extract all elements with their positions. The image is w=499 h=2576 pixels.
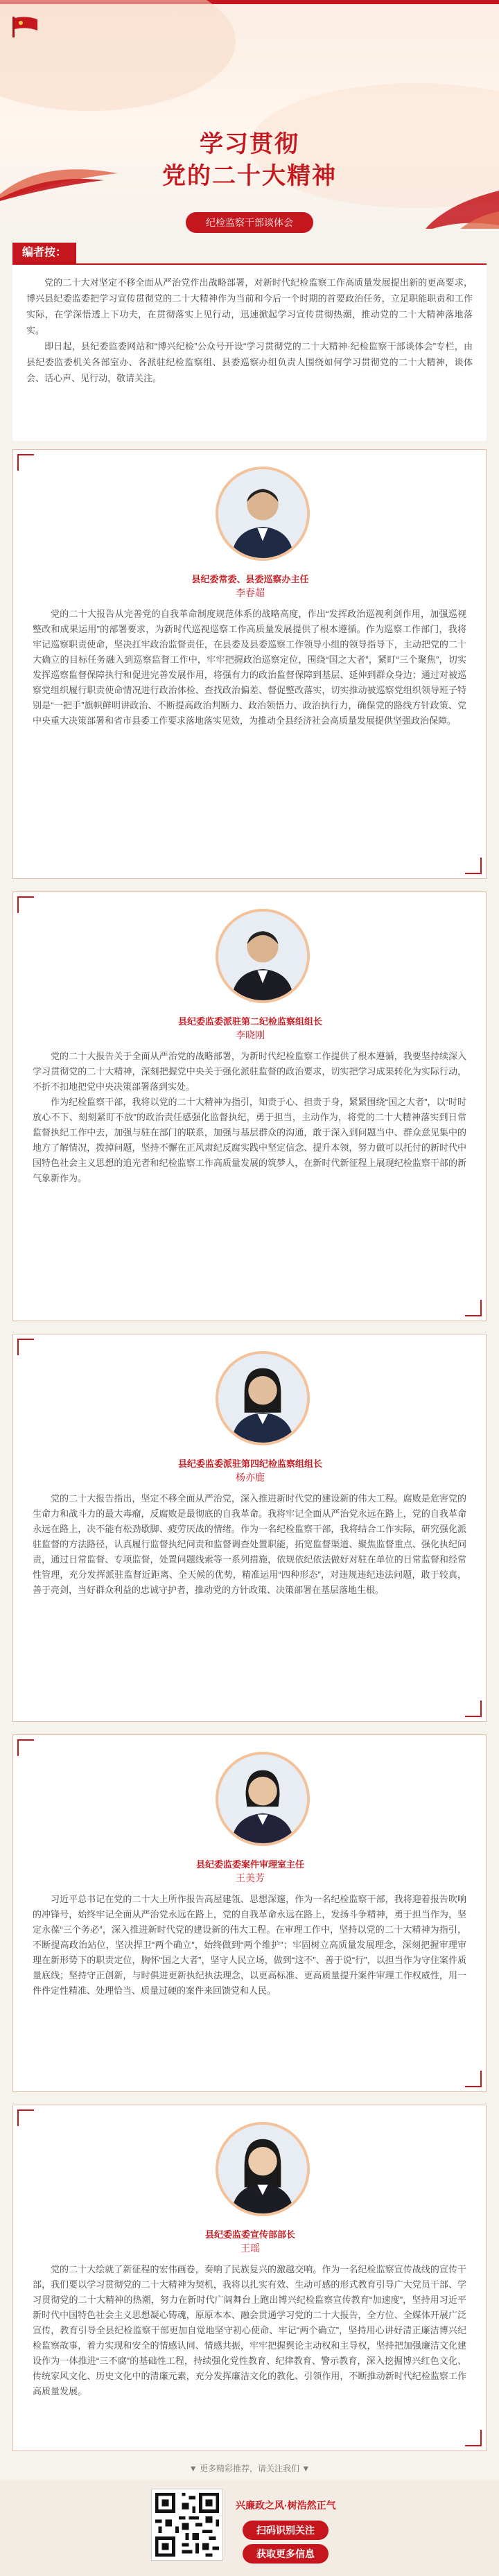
avatar [216, 909, 310, 1003]
corner-decor [465, 1700, 482, 1717]
profile-name: 李春超 [236, 587, 265, 598]
profile-paragraph: 习近平总书记在党的二十大上所作报告高屋建瓴、思想深邃，作为一名纪检监察干部，我将迎着报告吹响的冲锋号，始终牢记全面从严治党永远在路上，党的自我革命永远在路上，发扬斗争精神，勇于担当作为，坚定永葆“三个务必”，深入推进新时代党的建设新的伟大工程。在审理工作中，坚持以党的二十大精神为指引，不断提高政治站位，坚决捍卫“两个确立”，始终做到“两个维护”；牢固树立高质量发展理念，深刻把握审理审理在新形势下的职责定位，胸怀“国之大者”，坚守人民立场，做到“这不”、善于说“行”，以担当作为守住案件质量底线；坚持守正创新，与时俱进更新执纪执法理念，以更高标准、更高质量提升案件审理工作权威性，用一件件定性精准、处理恰当、质量过硬的案件来回馈党和人民。 [33, 1894, 466, 1996]
profile-name: 王瑶 [240, 2243, 260, 2254]
footer-slogan: 兴廉政之风·树浩然正气 [236, 2500, 336, 2511]
editor-note [12, 265, 487, 441]
profile-role: 县纪委监委派驻第二纪检监察组组长 [177, 1016, 322, 1027]
corner-decor [17, 2109, 34, 2126]
profile-name: 王美芳 [236, 1872, 265, 1883]
profile-role: 县纪委监委案件审理室主任 [195, 1859, 304, 1870]
corner-decor [465, 2071, 482, 2087]
profile-card [12, 1334, 487, 1722]
profile-text [33, 1491, 466, 1598]
profile-text [33, 607, 466, 729]
avatar [216, 467, 310, 561]
profile-name: 李晓刚 [236, 1029, 265, 1041]
profile-role: 县纪委监委宣传部部长 [204, 2229, 295, 2240]
profile-paragraph: 党的二十大绘就了新征程的宏伟画卷，奏响了民族复兴的激越交响。作为一名纪检监察宣传战线的宣传干部，我们要以学习贯彻党的二十大精神为契机，我将以扎实有效、生动可感的形式教育引导广大党员干部、学习贯彻党的二十大精神的热潮，努力在新时代广阔舞台上跑出博兴纪检监察宣传教育“加速度”，坚持用习近平新时代中国特色社会主义思想凝心铸魂，原原本本、融会贯通学习党的二十大报告，全方位、全媒体开展广泛宣传，教育引导全县纪检监察干部更加自觉地坚守初心使命、牢记“两个确立”，坚持用心讲好清正廉洁博兴纪检监察故事，着力实现和安全的情感认同、情感共振，牢牢把握舆论主动权和主导权，坚持把加强廉洁文化建设作为一体推进“三不腐”的基础性工程，持续强化党性教育、纪律教育、警示教育，深入挖掘博兴红色文化、传统家风文化、历史文化中的清廉元素，充分发挥廉洁文化的教化、引领作用，不断推动新时代纪检监察工作高质量发展。 [33, 2264, 466, 2396]
avatar [216, 1351, 310, 1445]
editor-paragraph: 即日起，县纪委监委网站和“博兴纪检”公众号开设“学习贯彻党的二十大精神·纪检监察干部谈体会”专栏，由县纪委监委机关各部室办、各派驻纪检监察组、县委巡察办组负责人围绕如何学习贯彻党的二十大精神，谈体会、话心声、见行动，敬请关注。 [26, 341, 473, 383]
editor-paragraph: 党的二十大对坚定不移全面从严治党作出战略部署，对新时代纪检监察工作高质量发展提出新的更高要求，博兴县纪委监委把学习宣传贯彻党的二十大精神作为当前和今后一个时期的首要政治任务，立足职能职责和工作实际，在学深悟透上下功夫，在贯彻落实上见行动，迅速掀起学习宣传贯彻热潮，推动党的二十大精神落地落实。 [26, 277, 473, 336]
more-recommendation-note: ▼ 更多精彩推荐，请关注我们 ▼ [189, 2464, 310, 2473]
corner-decor [17, 1739, 34, 1756]
page-title-line1: 学习贯彻 [200, 131, 299, 157]
footer [0, 2480, 499, 2576]
profile-text [33, 1049, 466, 1186]
subtitle-badge: 纪检监察干部谈体会 [186, 212, 313, 233]
ribbon-decor-icon [416, 191, 499, 229]
corner-decor [465, 1300, 482, 1316]
profile-card [12, 1734, 487, 2092]
profile-card [12, 449, 487, 879]
corner-decor [17, 896, 34, 913]
profile-paragraph: 党的二十大报告关于全面从严治党的战略部署，为新时代纪检监察工作提供了根本遵循，我要坚持续深入学习贯彻党的二十大精神，深刻把握党中央关于强化派驻监督的政治要求，切实把学习成果转化为实际行动，不折不扣地把党中央决策部署落到实处。 [33, 1051, 466, 1092]
profile-paragraph: 党的二十大报告指出，坚定不移全面从严治党，深入推进新时代党的建设新的伟大工程。腐败是危害党的生命力和战斗力的最大毒瘤，反腐败是最彻底的自我革命。我将牢记全面从严治党永远在路上，党的自我革命永远在路上，决不能有松劲歇脚、疲劳厌战的情绪。作为一名纪检监察干部，我将结合工作实际，研究强化派驻监督的方法路径，认真履行监督执纪问责和监督调查处置职能，拓宽监督渠道、聚焦监督重点、强化执纪问责，通过日常监督、专项监督，处置问题线索等一系列措施，依规依纪依法做好对驻在单位的日常监督和经常性管理，充分发挥派驻监督近距离、全天候的优势，精准运用“四种形态”，对违规违纪违法问题，敢于较真，善于亮剑，当好群众利益的忠诚守护者，推动党的方针政策、决策部署在基层落地生根。 [33, 1493, 466, 1595]
profile-role: 县纪委监委派驻第四纪检监察组组长 [177, 1459, 322, 1469]
profile-paragraph: 作为纪检监察干部，我将以党的二十大精神为指引，知责于心、担责于身，紧紧围绕“国之大者”，以“时时放心不下、刻刻紧盯不放”的政治责任感强化监督执纪，勇于担当，主动作为，将党的二十大精神落实到日常监督执纪工作中去，加强与驻在部门的联系，加强与基层群众的沟通，敢于深入到问题当中、群众意见集中的地方了解情况，拨掉问题，坚持不懈在正风肃纪反腐实践中坚定信念、提升本领，努力做可以托付的新时代中国特色社会主义思想的追光者和纪检监察工作高质量发展的筑梦人，在新时代新征程上展现纪检监察干部的新气象新作为。 [33, 1097, 466, 1183]
profile-name: 杨亦鹿 [236, 1472, 265, 1483]
corner-decor [465, 858, 482, 874]
profile-card [12, 2105, 487, 2451]
more-info-button[interactable]: 获取更多信息 [243, 2544, 329, 2564]
corner-decor [17, 454, 34, 471]
profile-text [33, 2262, 466, 2399]
page-title-line2: 党的二十大精神 [162, 163, 337, 189]
corner-decor [17, 1339, 34, 1355]
editor-note-tag: 编者按： [12, 243, 76, 263]
profile-role: 县纪委常委、县委巡察办主任 [191, 574, 309, 584]
scan-follow-button[interactable]: 扫码识别关注 [243, 2521, 329, 2540]
avatar [216, 1752, 310, 1846]
profile-paragraph: 党的二十大报告从完善党的自我革命制度规范体系的战略高度，作出“发挥政治巡视利剑作用，加强巡视整改和成果运用”的部署要求，为新时代巡视巡察工作高质量发展提供了根本遵循。作为巡察工作部门，我将牢记巡察职责使命，坚决扛牢政治监督责任，在县委及县委巡察工作领导小组的领导指导下，主动把党的二十大确立的目标任务融入到巡察监督工作中，牢牢把握政治巡察定位，围绕“国之大者”，紧盯“三个聚焦”，切实发挥巡察监督保障执行和促进完善发展作用，将强有力的政治监督保障到基层、延伸到群众身边；通过对被巡察党组织履行职责使命情况进行政治体检、查找政治偏差、督促整改落实，切实推动被巡察党组织领导班子特别是“一把手”旗帜鲜明讲政治、不断提高政治判断力、政治领悟力、政治执行力，确保党的路线方针政策、党中央重大决策部署和省市县委工作要求落地落实见效，为推动全县经济社会高质量发展提供坚强政治保障。 [33, 609, 466, 726]
corner-decor [465, 2430, 482, 2446]
avatar [216, 2122, 310, 2216]
profile-card [12, 891, 487, 1321]
qr-code-icon[interactable] [151, 2489, 223, 2561]
party-flag-icon [12, 17, 39, 37]
profile-text [33, 1892, 466, 1999]
header-banner [0, 0, 499, 229]
